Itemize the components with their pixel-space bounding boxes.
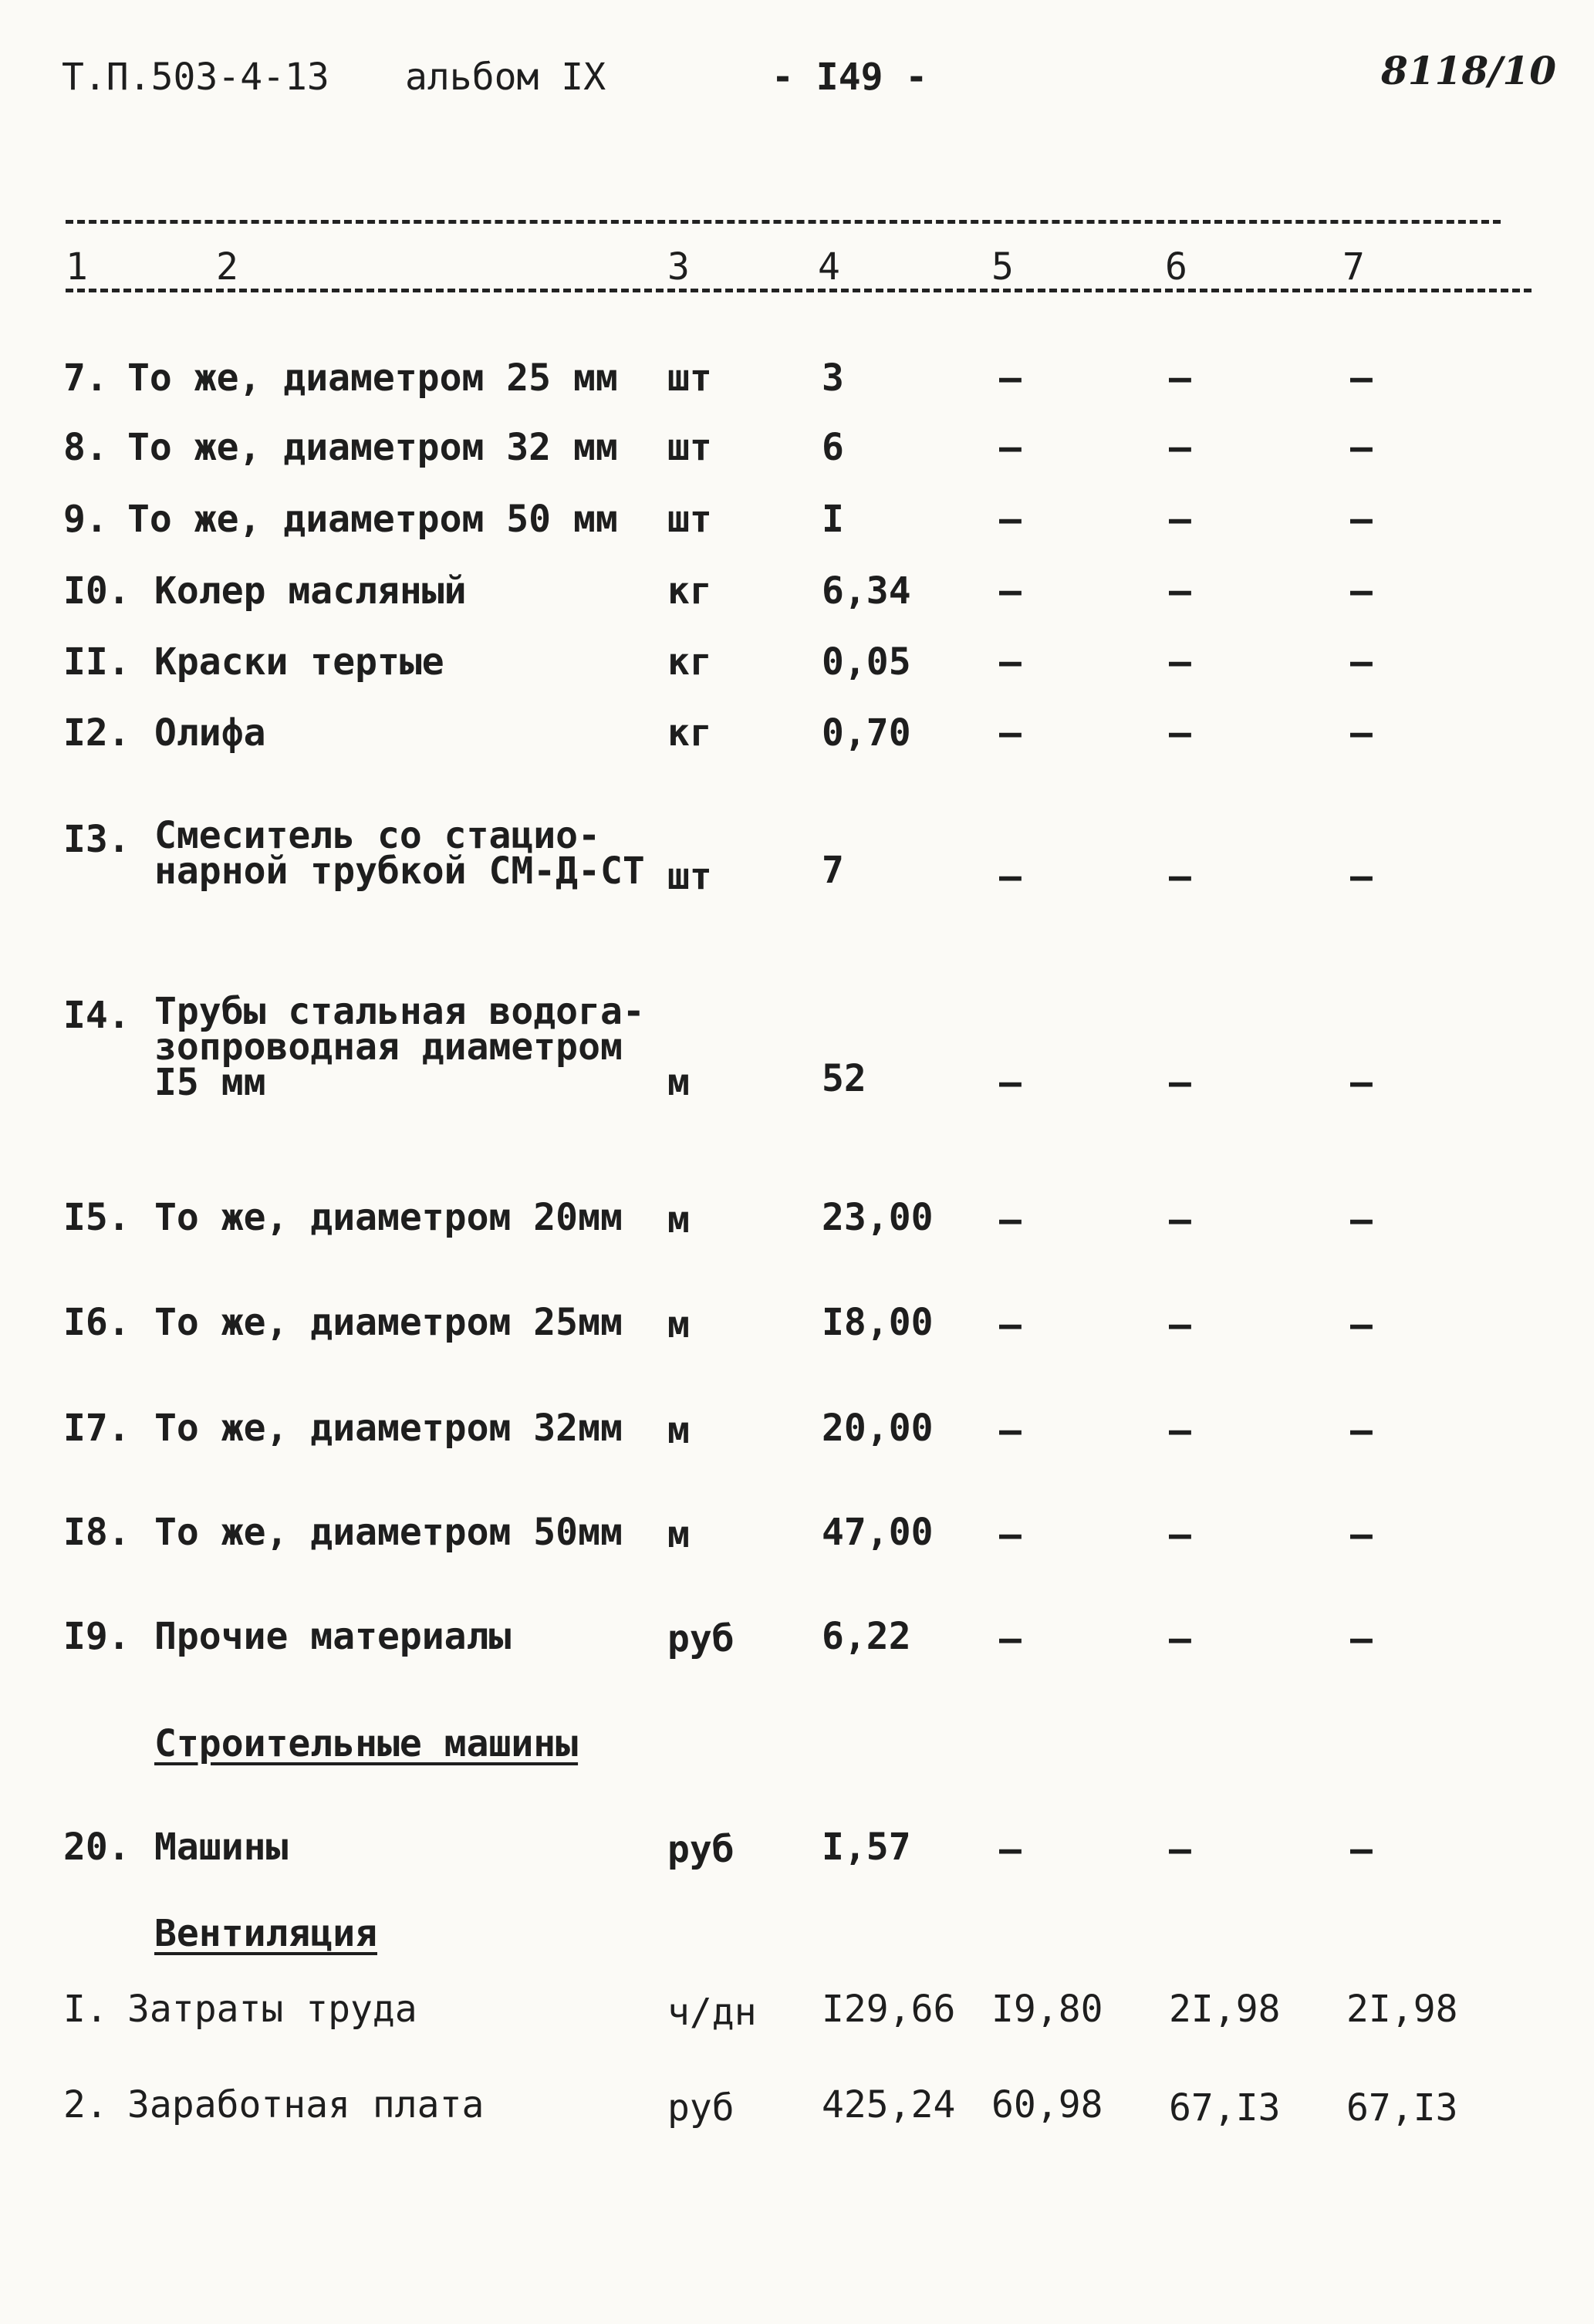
row-value-col7: –	[1350, 1617, 1373, 1660]
row-value-col6: –	[1169, 1513, 1191, 1556]
row-description: То же, диаметром 32мм	[154, 1407, 623, 1450]
row-value-col6: –	[1169, 711, 1191, 755]
row-description: Машины	[154, 1826, 289, 1869]
col-num-5: 5	[991, 245, 1014, 289]
document-code: Т.П.503-4-13	[62, 56, 329, 99]
row-unit: кг	[667, 569, 712, 613]
row-description: Краски тертые	[154, 640, 444, 684]
row-number: I8.	[63, 1511, 130, 1554]
section-heading-ventilation: Вентиляция	[154, 1912, 377, 1955]
row-value-col7: –	[1350, 498, 1373, 541]
row-value-col7: –	[1350, 1513, 1373, 1556]
row-value-col6: –	[1169, 356, 1191, 400]
row-number: 9.	[63, 498, 108, 541]
row-description: То же, диаметром 25мм	[154, 1301, 623, 1344]
row-number: II.	[63, 640, 130, 684]
row-number: 7.	[63, 356, 108, 400]
row-value-col7: –	[1350, 426, 1373, 469]
row-description: То же, диаметром 32 мм	[127, 426, 618, 469]
row-value-col6: 2I,98	[1169, 1988, 1281, 2031]
page-number: - I49 -	[772, 56, 928, 99]
row-unit: шт	[667, 498, 712, 541]
row-value-col4: 0,70	[822, 711, 911, 755]
row-value-col4: 6,22	[822, 1615, 911, 1658]
row-value-col6: –	[1169, 1303, 1191, 1346]
table-header-rule	[66, 289, 1532, 292]
row-description: Затраты труда	[127, 1988, 417, 2031]
row-value-col4: 20,00	[822, 1407, 934, 1450]
row-value-col6: –	[1169, 569, 1191, 613]
row-value-col7: –	[1350, 1198, 1373, 1241]
row-value-col5: –	[999, 855, 1022, 898]
row-unit: м	[667, 1409, 690, 1452]
row-value-col4: 52	[822, 1057, 866, 1100]
row-value-col7: –	[1350, 1061, 1373, 1104]
row-value-col6: –	[1169, 640, 1191, 684]
row-value-col5: –	[999, 640, 1022, 684]
row-value-col4: 6	[822, 426, 844, 469]
row-number: I4.	[63, 994, 130, 1037]
row-value-col5: –	[999, 1303, 1022, 1346]
row-value-col6: –	[1169, 426, 1191, 469]
row-unit: шт	[667, 356, 712, 400]
row-value-col7: –	[1350, 855, 1373, 898]
row-value-col4: 47,00	[822, 1511, 934, 1554]
album-label: альбом IX	[405, 56, 606, 99]
handwritten-archive-number: 8118/10	[1381, 48, 1557, 93]
row-value-col7: –	[1350, 640, 1373, 684]
section-heading-machines: Строительные машины	[154, 1722, 579, 1765]
col-num-7: 7	[1342, 245, 1365, 289]
row-value-col6: –	[1169, 1198, 1191, 1241]
row-value-col5: –	[999, 356, 1022, 400]
row-value-col4: I,57	[822, 1826, 911, 1869]
row-value-col7: 2I,98	[1346, 1988, 1458, 2031]
row-number: 20.	[63, 1826, 130, 1869]
row-value-col6: –	[1169, 1061, 1191, 1104]
row-value-col7: –	[1350, 711, 1373, 755]
row-unit: м	[667, 1061, 690, 1104]
row-value-col6: –	[1169, 1828, 1191, 1871]
row-unit: м	[667, 1198, 690, 1241]
row-value-col5: –	[999, 1828, 1022, 1871]
col-num-2: 2	[216, 245, 238, 289]
row-description: Заработная плата	[127, 2083, 485, 2126]
row-value-col6: –	[1169, 1617, 1191, 1660]
row-unit: шт	[667, 426, 712, 469]
row-number: I9.	[63, 1615, 130, 1658]
row-value-col4: 3	[822, 356, 844, 400]
row-number: I2.	[63, 711, 130, 755]
row-number: 8.	[63, 426, 108, 469]
row-unit: м	[667, 1513, 690, 1556]
row-description: То же, диаметром 20мм	[154, 1196, 623, 1239]
row-value-col5: –	[999, 498, 1022, 541]
row-number: I7.	[63, 1407, 130, 1450]
row-unit: кг	[667, 711, 712, 755]
row-unit: руб	[667, 1828, 735, 1871]
row-unit: шт	[667, 855, 712, 898]
row-unit: кг	[667, 640, 712, 684]
row-value-col6: –	[1169, 498, 1191, 541]
row-value-col6: –	[1169, 1409, 1191, 1452]
row-unit: ч/дн	[667, 1991, 757, 2034]
row-description: Прочие материалы	[154, 1615, 512, 1658]
row-unit: руб	[667, 1617, 735, 1660]
row-value-col5: –	[999, 569, 1022, 613]
col-num-1: 1	[66, 245, 88, 289]
row-description: Олифа	[154, 711, 266, 755]
col-num-3: 3	[667, 245, 690, 289]
row-value-col5: –	[999, 1409, 1022, 1452]
row-value-col7: –	[1350, 356, 1373, 400]
row-value-col7: 67,I3	[1346, 2086, 1458, 2130]
col-num-4: 4	[818, 245, 840, 289]
table-top-rule	[66, 220, 1501, 224]
row-number: I6.	[63, 1301, 130, 1344]
row-value-col6: –	[1169, 855, 1191, 898]
row-value-col5: –	[999, 1513, 1022, 1556]
row-value-col7: –	[1350, 569, 1373, 613]
col-num-6: 6	[1165, 245, 1187, 289]
row-value-col4: 7	[822, 849, 844, 892]
row-description: Колер масляный	[154, 569, 467, 613]
row-value-col4: I	[822, 498, 844, 541]
row-number: 2.	[63, 2083, 108, 2126]
row-value-col5: –	[999, 1617, 1022, 1660]
row-value-col4: I8,00	[822, 1301, 934, 1344]
row-value-col5: 60,98	[991, 2083, 1103, 2126]
row-description: Трубы стальная водога- зопроводная диаметром I5 мм	[154, 990, 645, 1104]
row-description: Смеситель со стацио- нарной трубкой СМ-Д-СТ	[154, 814, 645, 893]
row-value-col4: 425,24	[822, 2083, 956, 2126]
row-value-col5: –	[999, 1061, 1022, 1104]
row-value-col4: 0,05	[822, 640, 911, 684]
row-number: I.	[63, 1988, 108, 2031]
row-number: I0.	[63, 569, 130, 613]
row-value-col5: –	[999, 1198, 1022, 1241]
row-value-col7: –	[1350, 1828, 1373, 1871]
row-value-col4: 23,00	[822, 1196, 934, 1239]
row-description: То же, диаметром 25 мм	[127, 356, 618, 400]
row-value-col5: –	[999, 426, 1022, 469]
row-value-col5: –	[999, 711, 1022, 755]
row-description: То же, диаметром 50 мм	[127, 498, 618, 541]
row-value-col7: –	[1350, 1409, 1373, 1452]
row-value-col4: I29,66	[822, 1988, 956, 2031]
row-description: То же, диаметром 50мм	[154, 1511, 623, 1554]
row-value-col6: 67,I3	[1169, 2086, 1281, 2130]
row-number: I5.	[63, 1196, 130, 1239]
row-value-col7: –	[1350, 1303, 1373, 1346]
row-number: I3.	[63, 818, 130, 861]
row-value-col5: I9,80	[991, 1988, 1103, 2031]
row-value-col4: 6,34	[822, 569, 911, 613]
row-unit: м	[667, 1303, 690, 1346]
row-unit: руб	[667, 2086, 735, 2130]
